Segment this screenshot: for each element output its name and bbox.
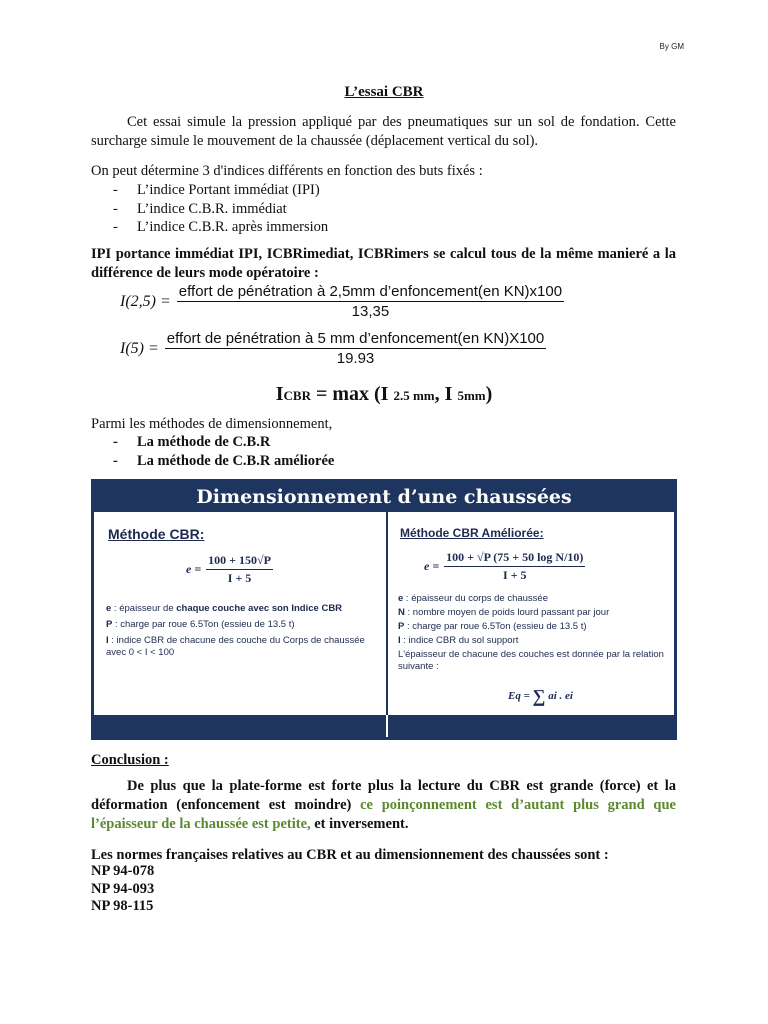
indices-lead: On peut détermine 3 d'indices différents en fonction des buts fixés : [91,163,483,179]
conclusion-heading: Conclusion : [91,752,169,768]
figure-footer-divider [386,715,388,737]
norms-list [91,863,154,916]
formula-denominator: I + 5 [503,568,527,582]
icbr-formula [0,383,768,406]
list-item: - L’indice Portant immédiat (IPI) [113,181,328,200]
conclusion-highlight: ce poinçonnement est d’autant plus grand que l’épaisseur de la chaussée est petite, [91,797,676,832]
formula-lhs: e = [186,562,202,576]
formula-lhs: I(2,5) = [120,292,171,310]
legend-text: : charge par roue 6.5Ton (essieu de 13.5 t) [404,621,587,632]
list-item: - La méthode de C.B.R améliorée [113,452,334,471]
icbr-mid: , I [434,383,458,405]
formula-i-2-5 [120,283,564,320]
legend-text: : épaisseur du corps de chaussée [403,593,548,604]
legend-key: e [398,593,404,604]
figure-footer [94,715,674,737]
cbr-improved-method-panel [396,512,671,715]
relation-text: L'épaisseur de chacune des couches est donnée par la relation suivante : [398,649,664,672]
legend-key: e [106,603,112,614]
figure-header: Dimensionnement d’une chaussées [94,482,674,512]
sigma-symbol: ∑ [532,686,546,706]
methods-lead: Parmi les méthodes de dimensionnement, [91,416,333,432]
cbr-method-panel [104,512,379,715]
cbr-formula [186,553,273,586]
method-title: Méthode CBR Améliorée: [400,526,544,540]
legend-key: N [398,607,405,618]
byline: By GM [659,42,684,51]
figure-divider [386,512,388,737]
formula-i-5 [120,330,546,367]
formula-numerator: 100 + √P (75 + 50 log N/10) [444,550,585,567]
list-item: NP 98-115 [91,898,154,914]
legend-text: : nombre moyen de poids lourd passant par jour [404,607,610,618]
cbr-improved-formula [424,550,585,583]
intro-paragraph: Cet essai simule la pression appliqué par des pneumatiques sur un sol de fondation. Cette surcharge simule le mouvement de la chaussée (déplacement vertical du sol). [91,114,676,149]
list-item: - L’indice C.B.R. immédiat [113,200,328,219]
legend-text: : indice CBR du sol support [400,635,519,646]
formula-denominator: I + 5 [227,571,252,585]
icbr-i: I [275,383,284,405]
list-item: - La méthode de C.B.R [113,433,334,452]
formula-numerator: 100 + 150√P [206,553,273,570]
conclusion-text: De plus que la plate-forme est forte plus la lecture du CBR est grande (force) et la déformation (enfoncement est moindre) [91,778,676,813]
legend-key: P [106,619,113,630]
page-title: L’essai CBR [344,84,424,100]
conclusion-end: et inversement. [310,816,409,832]
norms-lead: Les normes françaises relatives au CBR et au dimensionnement des chaussées sont : [91,847,609,863]
eq-lhs: Eq = [508,690,530,703]
list-item: NP 94-093 [91,880,155,897]
eq-rhs: ai . ei [548,690,573,703]
cbr-improved-legend [398,593,670,673]
cbr-legend [106,603,378,659]
icbr-sub-2-5: 2.5 mm [393,388,435,403]
list-item: - L’indice C.B.R. après immersion [113,218,328,237]
equivalent-thickness-formula [508,686,573,707]
methods-list [113,433,334,470]
icbr-end: ) [485,383,493,405]
formula-numerator: effort de pénétration à 5 mm d’enfoncement(en KN)X100 [166,330,545,347]
legend-key: I [106,635,109,646]
legend-bold: chaque couche avec son Indice CBR [176,603,343,614]
legend-key: I [398,635,401,646]
formula-lhs: I(5) = [120,339,159,357]
formula-numerator: effort de pénétration à 2,5mm d’enfoncement(en KN)x100 [178,283,563,300]
formula-denominator: 13,35 [351,303,390,320]
list-item: NP 94-078 [91,863,155,879]
indices-list [113,181,328,237]
formula-denominator: 19.93 [336,350,375,367]
legend-text: : indice CBR de chacune des couche du Corps de chaussée avec 0 < I < 100 [106,635,365,658]
formula-lhs: e = [424,559,440,573]
legend-text: : épaisseur de [111,603,177,614]
icbr-sub: CBR [283,388,311,403]
conclusion-paragraph [91,777,676,834]
icbr-main: = max (I [310,383,394,405]
cbr-dimensioning-figure [91,479,677,740]
legend-key: P [398,621,405,632]
calc-note: IPI portance immédiat IPI, ICBRimediat, ICBRimers se calcul tous de la même manieré a la différence de leurs mode opératoire : [91,246,676,281]
method-title: Méthode CBR: [108,526,205,542]
icbr-sub-5: 5mm [457,388,486,403]
legend-text: : charge par roue 6.5Ton (essieu de 13.5 t) [112,619,295,630]
